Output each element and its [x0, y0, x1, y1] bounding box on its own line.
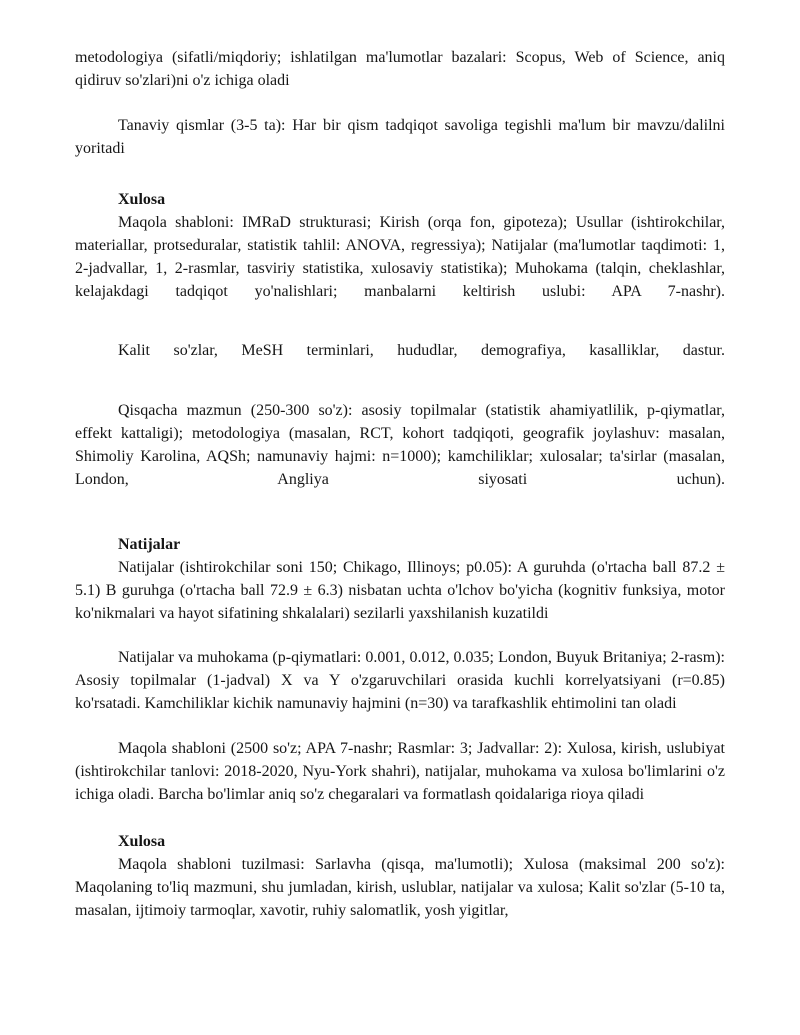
- paragraph-methodology-continuation: metodologiya (sifatli/miqdoriy; ishlatilgan ma'lumotlar bazalari: Scopus, Web of Science, aniq qidiruv so'zlari)ni o'z ichiga oladi: [75, 49, 725, 89]
- paragraph-qisqacha-mazmun: Qisqacha mazmun (250-300 so'z): asosiy topilmalar (statistik ahamiyatlilik, p-qiymatlar, effekt kattaligi); metodologiya (masalan, RCT, kohort tadqiqoti, geografik joylashuv: masalan, Shimoliy Karolina, AQSh; namunaviy hajmi: n=1000); kamchiliklar; xulosalar; ta'sirlar (masalan, London, Angliya siyosati uchun).: [75, 402, 725, 488]
- paragraph-tanaviy-qismlar: Tanaviy qismlar (3-5 ta): Har bir qism tadqiqot savoliga tegishli ma'lum bir mavzu/dalilni yoritadi: [75, 117, 725, 157]
- paragraph-maqola-shabloni-imrad: Maqola shabloni: IMRaD strukturasi; Kirish (orqa fon, gipoteza); Usullar (ishtirokchilar, materiallar, protseduralar, statistik tahlil: ANOVA, regressiya); Natijalar (ma'lumotlar taqdimoti: 1, 2-jadvallar, 1, 2-rasmlar, tasviriy statistika, xulosaviy statistika); Muhokama (talqin, cheklashlar, kelajakdagi tadqiqot yo'nalishlari; manbalarni keltirish uslubi: APA 7-nashr).: [75, 214, 725, 300]
- section-heading-natijalar: Natijalar: [118, 536, 181, 553]
- paragraph-maqola-shabloni-2500: Maqola shabloni (2500 so'z; APA 7-nashr; Rasmlar: 3; Jadvallar: 2): Xulosa, kirish, uslubiyat (ishtirokchilar tanlovi: 2018-2020, Nyu-York shahri), natijalar, muhokama va xulosa bo'limlarini o'z ichiga oladi. Barcha bo'limlar aniq so'z chegaralari va formatlash qoidalariga rioya qiladi: [75, 740, 725, 803]
- section-heading-xulosa-2: Xulosa: [118, 833, 166, 850]
- paragraph-maqola-tuzilmasi: Maqola shabloni tuzilmasi: Sarlavha (qisqa, ma'lumotli); Xulosa (maksimal 200 so'z): Maqolaning to'liq mazmuni, shu jumladan, kirish, uslublar, natijalar va xulosa; Kalit so'zlar (5-10 ta, masalan, ijtimoiy tarmoqlar, xavotir, ruhiy salomatlik, yosh yigitlar,: [75, 856, 725, 919]
- paragraph-kalit-sozlar: Kalit so'zlar, MeSH terminlari, hududlar, demografiya, kasalliklar, dastur.: [118, 342, 725, 359]
- paragraph-natijalar-guruhlar: Natijalar (ishtirokchilar soni 150; Chikago, Illinoys; p0.05): A guruhda (o'rtacha ball 87.2 ± 5.1) B guruhga (o'rtacha ball 72.9 ± 6.3) nisbatan uchta o'lchov bo'yicha (kognitiv funksiya, motor ko'nikmalari va hayot sifatining shkalalari) sezilarli yaxshilanish kuzatildi: [75, 559, 725, 622]
- section-heading-xulosa-1: Xulosa: [118, 191, 166, 208]
- paragraph-natijalar-va-muhokama: Natijalar va muhokama (p-qiymatlari: 0.001, 0.012, 0.035; London, Buyuk Britaniya; 2-rasm): Asosiy topilmalar (1-jadval) X va Y o'zgaruvchilari orasida kuchli korrelyatsiyani (r=0.85) ko'rsatadi. Kamchiliklar kichik namunaviy hajmini (n=30) va tarafkashlik ehtimolini tan oladi: [75, 649, 725, 712]
